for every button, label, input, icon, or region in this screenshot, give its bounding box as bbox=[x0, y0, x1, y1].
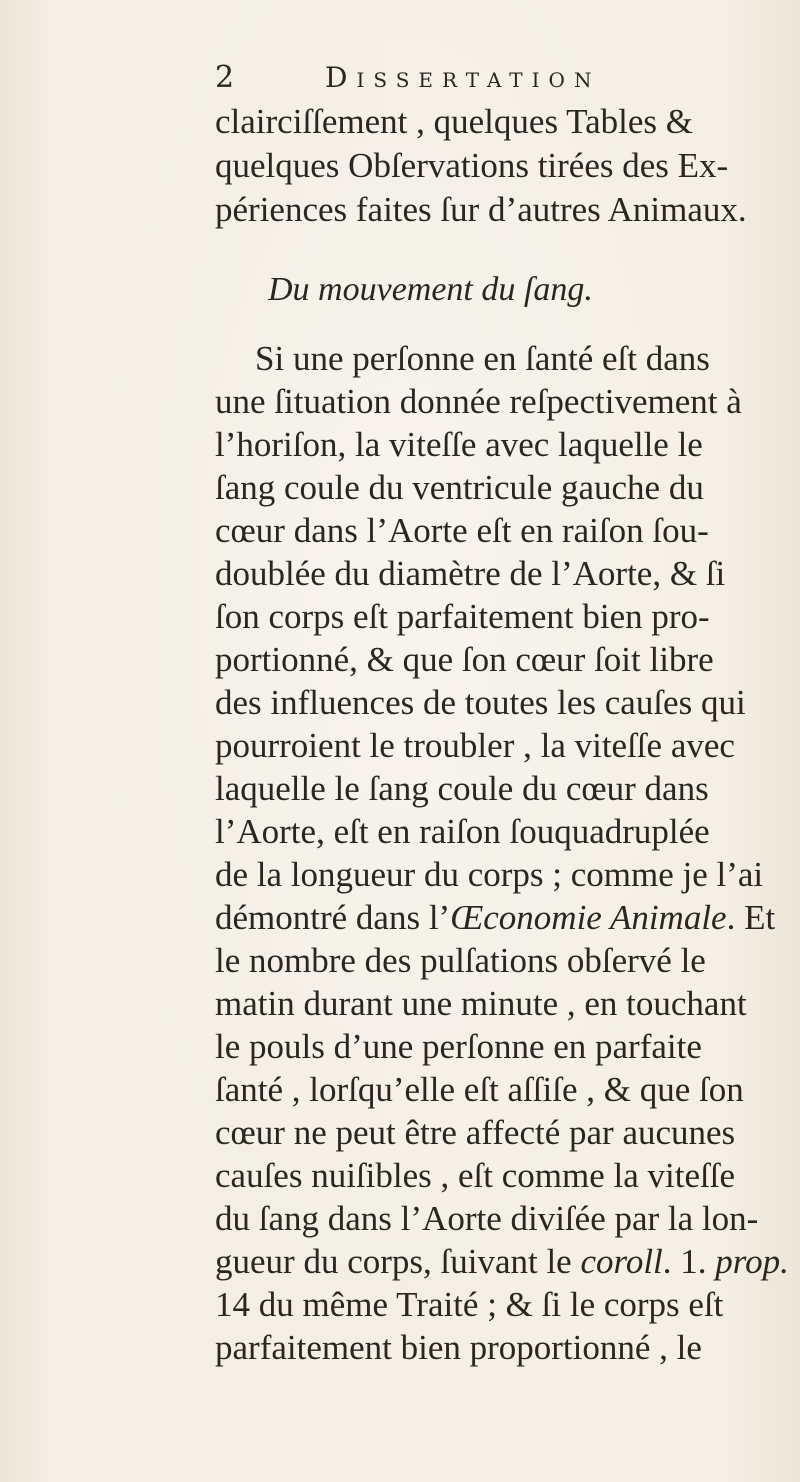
text-line: des influences de toutes les cauſes qui bbox=[215, 683, 746, 722]
text-line: matin durant une minute , en touchant bbox=[215, 984, 747, 1023]
text-line bbox=[215, 896, 775, 940]
text-line: ſang coule du ventricule gauche du bbox=[215, 468, 704, 507]
text-line: doublée du diamètre de l’Aorte, & ſi bbox=[215, 554, 726, 593]
text-run: démontré dans l’ bbox=[215, 898, 451, 937]
text-line: 14 du même Traité ; & ſi le corps eſt bbox=[215, 1285, 724, 1324]
text-line: une ſituation donnée reſpectivement à bbox=[215, 382, 742, 421]
text-line: parfaitement bien proportionné , le bbox=[215, 1328, 702, 1367]
italic-title: Œconomie Animale bbox=[450, 898, 727, 937]
italic-abbrev: coroll bbox=[580, 1242, 663, 1281]
text-line: le nombre des pulſations obſervé le bbox=[215, 941, 706, 980]
text-line: périences faites ſur d’autres Animaux. bbox=[215, 190, 747, 229]
page-number: 2 bbox=[215, 60, 235, 95]
running-title: Dissertation bbox=[325, 61, 601, 94]
text-line: ſanté , lorſqu’elle eſt aſſiſe , & que ſon bbox=[215, 1070, 744, 1109]
text-line: cœur ne peut être affecté par aucunes bbox=[215, 1113, 736, 1152]
text-run: gueur du corps, ſuivant le bbox=[215, 1242, 581, 1281]
italic-abbrev: prop. bbox=[715, 1242, 789, 1281]
running-head bbox=[215, 58, 685, 98]
text-line: ſon corps eſt parfaitement bien pro- bbox=[215, 597, 710, 636]
text-line: portionné, & que ſon cœur ſoit libre bbox=[215, 640, 714, 679]
text-line: du ſang dans l’Aorte diviſée par la lon- bbox=[215, 1199, 759, 1238]
paragraph-first-line: Si une perſonne en ſanté eſt dans bbox=[255, 339, 710, 378]
text-line: cauſes nuiſibles , eſt comme la viteſſe bbox=[215, 1156, 735, 1195]
text-line: pourroient le troubler , la viteſſe avec bbox=[215, 726, 735, 765]
text-line: clairciſſement , quelques Tables & bbox=[215, 102, 694, 141]
text-run: . 1. bbox=[662, 1242, 716, 1281]
section-heading: Du mouvement du ſang. bbox=[268, 271, 593, 308]
text-line: le pouls d’une perſonne en parfaite bbox=[215, 1027, 702, 1066]
text-line: de la longueur du corps ; comme je l’ai bbox=[215, 855, 764, 894]
text-line: l’horiſon, la viteſſe avec laquelle le bbox=[215, 425, 703, 464]
text-line: laquelle le ſang coule du cœur dans bbox=[215, 769, 709, 808]
text-line: cœur dans l’Aorte eſt en raiſon ſou- bbox=[215, 511, 709, 550]
text-run: . Et bbox=[726, 898, 776, 937]
text-line: quelques Obſervations tirées des Ex- bbox=[215, 146, 729, 185]
text-line: l’Aorte, eſt en raiſon ſouquadruplée bbox=[215, 812, 710, 851]
text-line bbox=[215, 1240, 789, 1284]
